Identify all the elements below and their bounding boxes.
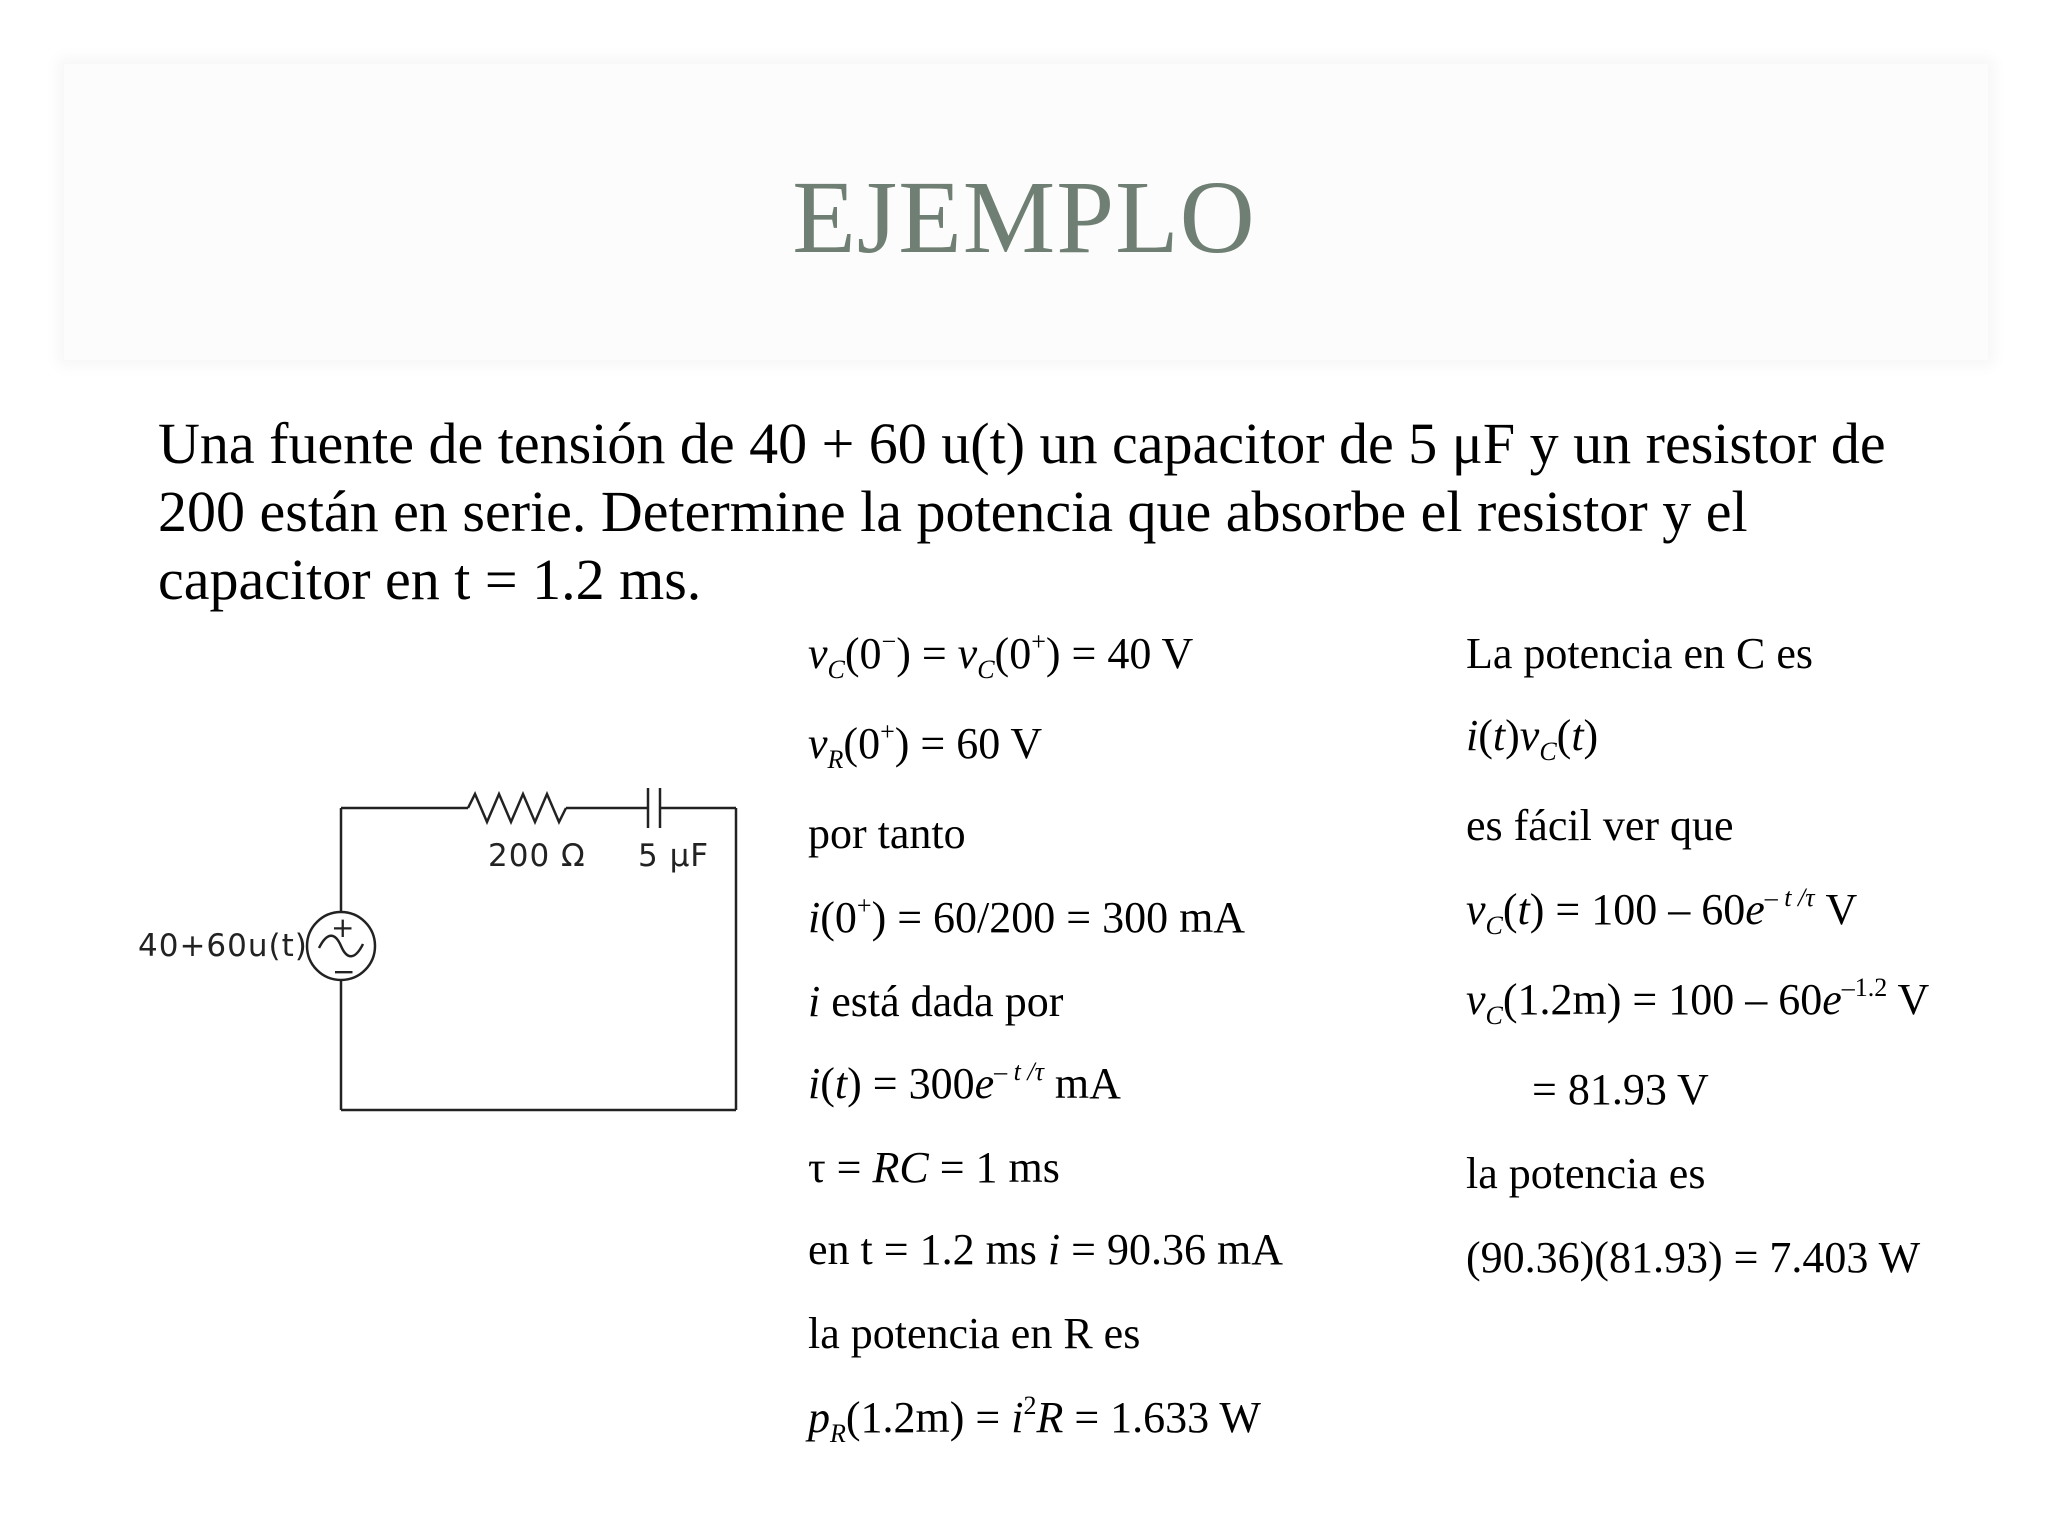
eq-part: (0 bbox=[843, 719, 881, 768]
eq-i-t bbox=[808, 1058, 1121, 1110]
eq-part: (0 bbox=[994, 629, 1032, 678]
eq-tau bbox=[808, 1142, 1060, 1194]
var-v: v bbox=[957, 629, 978, 678]
exponent: –1.2 bbox=[1841, 973, 1888, 1002]
capacitor-label: 5 μF bbox=[638, 838, 710, 874]
sup-plus: + bbox=[1031, 627, 1046, 656]
sub-c: C bbox=[977, 655, 995, 684]
eq-part: mA bbox=[1043, 1059, 1121, 1108]
sup-minus: − bbox=[881, 627, 897, 656]
sub-c: C bbox=[1485, 1001, 1503, 1030]
eq-power-label: la potencia es bbox=[1466, 1149, 1706, 1198]
eq-i-dada bbox=[808, 976, 1063, 1028]
eq-vc-value: = 81.93 V bbox=[1532, 1065, 1709, 1114]
var-v: v bbox=[808, 719, 828, 768]
var-i: i bbox=[808, 977, 821, 1026]
eq-part: = 1 ms bbox=[928, 1143, 1060, 1192]
eq-power-r bbox=[808, 1391, 1261, 1448]
var-i: i bbox=[808, 893, 821, 942]
eq-part: (1.2m) = 100 – 60 bbox=[1502, 975, 1823, 1024]
problem-statement bbox=[158, 410, 1938, 614]
eq-part: (0 bbox=[820, 893, 857, 942]
eq-part: ) = 100 – 60 bbox=[1529, 885, 1746, 934]
eq-vr-initial bbox=[808, 717, 1043, 774]
sup-plus: + bbox=[856, 891, 872, 920]
eq-vc-1-2m bbox=[1466, 973, 1930, 1030]
source-label: 40+60u(t) bbox=[138, 928, 308, 964]
var-t: t bbox=[1492, 711, 1506, 760]
eq-vc-t bbox=[1466, 883, 1858, 940]
var-r: R bbox=[1036, 1393, 1064, 1442]
exponent: – t /τ bbox=[1764, 883, 1815, 912]
var-i: i bbox=[1047, 1225, 1061, 1274]
eq-part: (0 bbox=[844, 629, 882, 678]
eq-por-tanto: por tanto bbox=[808, 809, 966, 858]
circuit-diagram bbox=[130, 780, 750, 1120]
eq-part: ) = 40 V bbox=[1045, 629, 1194, 678]
slide-title: EJEMPLO bbox=[792, 160, 1256, 275]
eq-part: V bbox=[1814, 885, 1858, 934]
eq-part: ) = 300 bbox=[847, 1059, 975, 1108]
sup-plus: + bbox=[880, 717, 895, 746]
sub-c: C bbox=[827, 655, 845, 684]
eq-i-initial bbox=[808, 892, 1245, 944]
eq-facil: es fácil ver que bbox=[1466, 801, 1734, 850]
eq-power-r-label: la potencia en R es bbox=[808, 1309, 1141, 1358]
var-p: p bbox=[808, 1393, 830, 1442]
eq-part: ( bbox=[1502, 885, 1518, 934]
eq-part: ) = 60 V bbox=[894, 719, 1043, 768]
eq-part: ( bbox=[820, 1059, 835, 1108]
sub-c: C bbox=[1485, 911, 1503, 940]
eq-part: = 90.36 mA bbox=[1060, 1225, 1283, 1274]
var-i: i bbox=[808, 1059, 821, 1108]
problem-line-1: Una fuente de tensión de 40 + 60 u(t) un capacitor de 5 μF y un resistor de bbox=[158, 411, 1886, 476]
var-t: t bbox=[1571, 711, 1584, 760]
eq-part: (1.2m) = bbox=[845, 1393, 1012, 1442]
source-plus-sign: + bbox=[331, 911, 356, 944]
eq-part: = 1.633 W bbox=[1063, 1393, 1261, 1442]
sub-r: R bbox=[827, 745, 844, 774]
source-minus-sign: − bbox=[332, 955, 357, 988]
eq-part: τ = bbox=[808, 1143, 873, 1192]
var-v: v bbox=[1519, 711, 1540, 760]
var-v: v bbox=[1466, 885, 1486, 934]
eq-part: ( bbox=[1556, 711, 1572, 760]
var-i: i bbox=[1466, 711, 1479, 760]
eq-part: ) bbox=[1505, 711, 1520, 760]
problem-line-2: 200 están en serie. Determine la potencia que absorbe el resistor y el bbox=[158, 479, 1748, 544]
eq-part: ) bbox=[1583, 711, 1599, 760]
sub-r: R bbox=[830, 1419, 846, 1448]
eq-part: está dada por bbox=[820, 977, 1064, 1026]
exponent: – t /τ bbox=[994, 1057, 1044, 1086]
eq-part: en t = 1.2 ms bbox=[808, 1225, 1048, 1274]
var-e: e bbox=[974, 1059, 995, 1108]
resistor-zigzag-icon bbox=[468, 794, 566, 822]
var-t: t bbox=[1517, 885, 1530, 934]
eq-part: ) = bbox=[896, 629, 958, 678]
var-e: e bbox=[1745, 885, 1765, 934]
eq-power-c: (90.36)(81.93) = 7.403 W bbox=[1466, 1233, 1921, 1282]
eq-part: ) = 60/200 = 300 mA bbox=[871, 893, 1246, 942]
var-v: v bbox=[808, 629, 828, 678]
sub-c: C bbox=[1539, 737, 1557, 766]
var-t: t bbox=[834, 1059, 848, 1108]
eq-part: ( bbox=[1478, 711, 1493, 760]
eq-i-at-t bbox=[808, 1224, 1283, 1276]
eq-part: V bbox=[1887, 975, 1930, 1024]
var-v: v bbox=[1466, 975, 1486, 1024]
problem-line-3: capacitor en t = 1.2 ms. bbox=[158, 547, 702, 612]
eq-i-vc bbox=[1466, 710, 1599, 766]
sup-2: 2 bbox=[1023, 1391, 1037, 1420]
var-i: i bbox=[1011, 1393, 1024, 1442]
eq-vc-initial bbox=[808, 627, 1194, 684]
eq-power-c-label: La potencia en C es bbox=[1466, 629, 1813, 678]
var-e: e bbox=[1822, 975, 1842, 1024]
resistor-label: 200 Ω bbox=[488, 838, 586, 874]
var-rc: RC bbox=[872, 1143, 929, 1192]
